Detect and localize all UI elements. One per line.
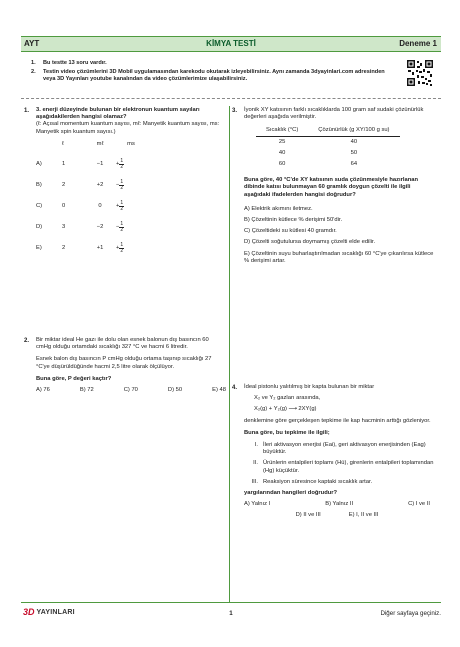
column-divider (229, 106, 230, 602)
answer-c[interactable]: C) I ve II (408, 501, 430, 508)
fraction: $\frac{1}{2}$ (120, 220, 124, 234)
qr-code-icon[interactable] (406, 59, 434, 87)
statement-list (244, 442, 436, 486)
header-divider (21, 98, 441, 99)
question-1-note: (ℓ: Açısal momentum kuantum sayısı, mℓ: Manyetik kuantum sayısı, ms: Manyetik spin kuantum sayısı.) (36, 121, 220, 135)
solubility-table (256, 126, 400, 170)
question-2-prompt: Buna göre, P değeri kaçtır? (36, 375, 112, 382)
publisher-logo: 3D YAYINLARI (23, 607, 75, 617)
question-number-2: 2. (24, 338, 30, 344)
option-a[interactable]: A) 1 −1 + $\frac{1}{2}$ (36, 157, 124, 171)
instructions-box (21, 56, 441, 98)
question-4-prompt: Buna göre, bu tepkime ile ilgili; (244, 429, 330, 436)
question-3 (244, 107, 436, 269)
answer-c[interactable]: C) 70 (123, 387, 138, 394)
instruction-item: 2. Testin video çözümlerini 3D Mobil uygulamasından karekodu okutarak izleyebilirsiniz. Aynı zamanda 3dyayinlari.com adresinden veya 3D Yayınları youtube kanalından da video çözümlerimize ulaşabilirsiniz. (31, 69, 385, 82)
fraction: $\frac{1}{2}$ (120, 199, 124, 213)
table-row: 40 50 (278, 149, 358, 156)
question-3-intro: İyonik XY katısının farklı sıcaklıklarda 100 gram saf sudaki çözünürlük değerleri aşağıda verilmiştir. (244, 107, 424, 121)
test-title: KİMYA TESTİ (206, 39, 256, 48)
answer-a[interactable]: A) 76 (36, 387, 50, 394)
table-row: 60 64 (278, 161, 358, 168)
question-1-stem: 3. enerji düzeyinde bulunan bir elektronun kuantum sayıları aşağıdakilerden hangisi olamaz? (36, 107, 200, 121)
question-number-4: 4. (232, 385, 238, 391)
question-4-description: denklemine göre gerçekleşen tepkime ile kap hacminin arttığı gözleniyor. (244, 417, 431, 424)
question-number-1: 1. (24, 108, 30, 114)
statement-2: II. Ürünlerin entalpileri toplamı (Hü), girenlerin entalpileri toplamından (Hg) küçüktür. (253, 460, 434, 474)
header-ms: ms (127, 140, 135, 147)
question-1-options (36, 154, 222, 259)
table-row: 25 40 (278, 138, 358, 145)
instructions-list (31, 60, 391, 85)
answer-a[interactable]: A) Elektrik akımını iletmez. (244, 205, 313, 212)
page-footer (21, 607, 441, 621)
header-ml: mℓ (96, 140, 104, 147)
page-number: 1 (229, 610, 233, 617)
answer-d[interactable]: D) II ve III (295, 512, 321, 519)
question-1-column-headers (36, 141, 222, 148)
exam-type: AYT (24, 39, 40, 48)
option-c[interactable]: C) 0 0 + $\frac{1}{2}$ (36, 199, 124, 213)
header-l: ℓ (62, 140, 64, 147)
fraction: $\frac{1}{2}$ (120, 178, 124, 192)
question-4 (244, 384, 436, 520)
answer-b[interactable]: B) Yalnız II (325, 501, 354, 508)
option-e[interactable]: E) 2 +1 + $\frac{1}{2}$ (36, 241, 124, 255)
fraction: $\frac{1}{2}$ (120, 157, 124, 171)
answer-e[interactable]: E) I, II ve III (348, 512, 379, 519)
answer-c[interactable]: C) Çözeltideki su kütlesi 40 gramdır. (244, 228, 337, 235)
table-header-temperature: Sıcaklık (°C) (256, 126, 308, 136)
question-2-paragraph-1: Bir miktar ideal He gazı ile dolu olan esnek balonun dış basıncın 60 cmHg olduğu ortamdaki sıcaklığı 327 °C ve hacmi 6 litredir. (36, 337, 209, 351)
exam-number: Deneme 1 (399, 39, 437, 48)
question-number-3: 3. (232, 108, 238, 114)
next-page-note: Diğer sayfaya geçiniz. (380, 610, 441, 617)
answer-b[interactable]: B) Çözeltinin kütlece % derişimi 50'dir. (244, 217, 343, 224)
answer-e[interactable]: E) Çözeltinin suyu buharlaştırılmadan sıcaklığı 60 °C'ye çıkarılırsa kütlece % derişimi artar. (244, 250, 434, 264)
question-3-answers (244, 206, 436, 265)
answer-d[interactable]: D) 50 (167, 387, 183, 394)
question-4-answers-row-2 (244, 512, 430, 519)
answer-b[interactable]: B) 72 (79, 387, 94, 394)
instruction-item: 1. Bu testte 13 soru vardır. (31, 60, 107, 66)
statement-1: I. İleri aktivasyon enerjisi (Eai), geri aktivasyon enerjisinden (Eag) büyüktür. (254, 442, 426, 456)
question-4-gases: X₂ ve Y₂ gazları arasında, (254, 395, 321, 402)
page-header (21, 36, 441, 52)
question-2 (36, 337, 226, 394)
answer-d[interactable]: D) Çözelti soğutulursa doymamış çözelti elde edilir. (244, 239, 376, 246)
question-1 (36, 107, 222, 259)
answer-a[interactable]: A) Yalnız I (244, 501, 271, 508)
question-4-tail: yargılarından hangileri doğrudur? (244, 490, 338, 497)
question-3-prompt: Buna göre, 40 °C'de XY katısının suda çözünmesiyle hazırlanan dibinde katısı bulunmayan 60 gramlık doygun çözelti ile ilgili aşağıdaki ifadelerden hangisi doğrudur? (244, 177, 419, 198)
question-2-answers (36, 387, 226, 394)
answer-e[interactable]: E) 48 (212, 387, 226, 394)
option-d[interactable]: D) 3 −2 − $\frac{1}{2}$ (36, 220, 124, 234)
fraction: $\frac{1}{2}$ (120, 241, 124, 255)
table-header-solubility: Çözünürlük (g XY/100 g su) (308, 126, 399, 136)
reaction-equation: X₂(g) + Y₂(g) ⟶ 2XY(g) (254, 406, 317, 413)
question-4-intro: İdeal pistonlu yalıtılmış bir kapta bulunan bir miktar (244, 384, 375, 390)
option-b[interactable]: B) 2 +2 − $\frac{1}{2}$ (36, 178, 124, 192)
footer-divider (21, 602, 441, 603)
statement-3: III. Reaksiyon süresince kaptaki sıcaklık artar. (251, 478, 373, 485)
question-4-answers-row-1 (244, 501, 430, 508)
question-2-paragraph-2: Esnek balon dış basıncın P cmHg olduğu ortama taşınıp sıcaklığı 27 °C'ye düşürüldüğünde hacmi 2,5 litre olarak ölçülüyor. (36, 356, 212, 370)
